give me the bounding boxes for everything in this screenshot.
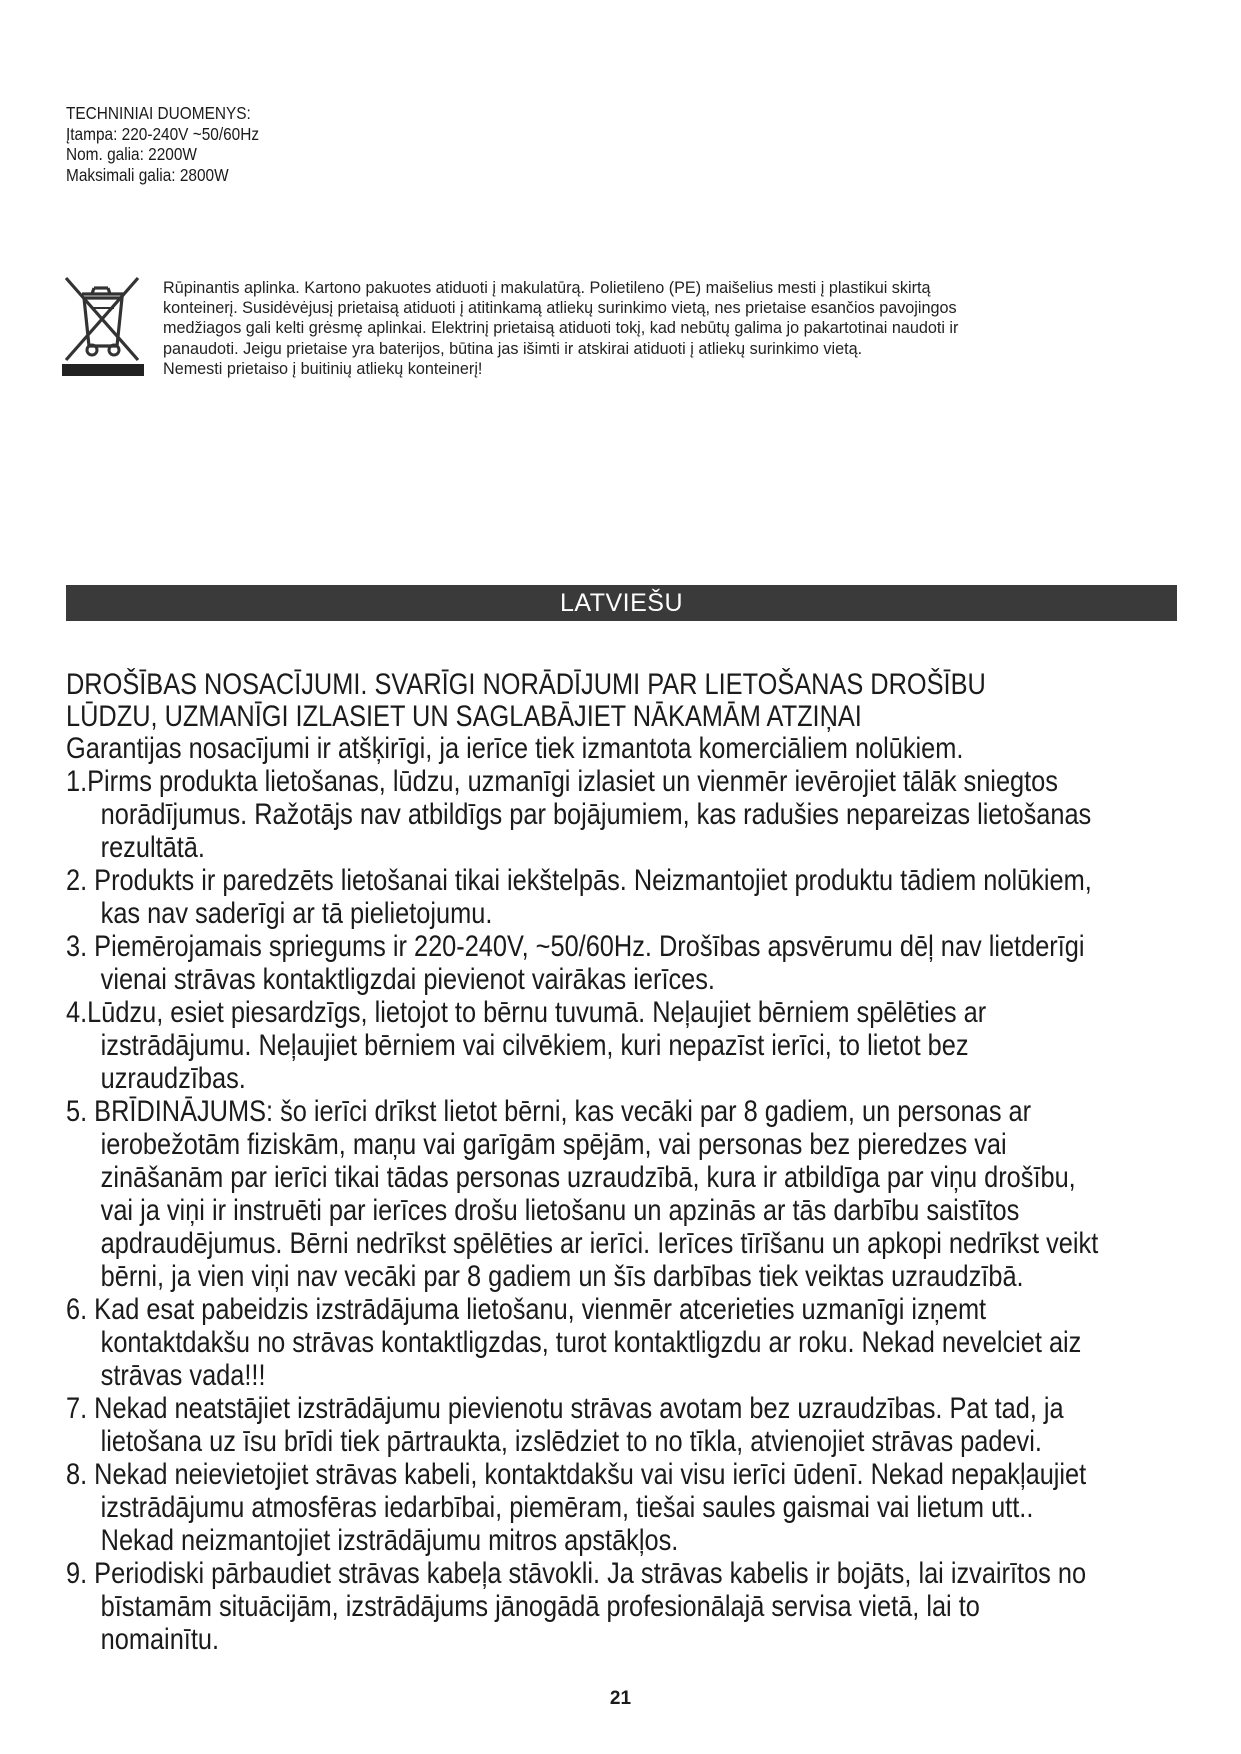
item-line: 4.Lūdzu, esiet piesardzīgs, lietojot to bērnu tuvumā. Neļaujiet bērniem spēlēties ar (66, 996, 987, 1029)
item-line: nomainītu. (100, 1623, 220, 1656)
environment-line: Rūpinantis aplinka. Kartono pakuotes atiduoti į makulatūrą. Polietileno (PE) maišelius mesti į plastikui skirtą (163, 279, 931, 297)
safety-item-4 (66, 996, 1216, 1095)
warranty-note: Garantijas nosacījumi ir atšķirīgi, ja ierīce tiek izmantota komerciāliem nolūkiem. (66, 732, 964, 765)
safety-instructions (66, 668, 1216, 1656)
safety-item-5 (66, 1095, 1216, 1293)
item-line: apdraudējumus. Bērni nedrīkst spēlēties ar ierīci. Ierīces tīrīšanu un apkopi nedrīkst veikt (100, 1227, 1099, 1260)
item-line: strāvas vada!!! (100, 1359, 266, 1392)
tech-specs-max-power: Maksimali galia: 2800W (66, 164, 229, 185)
item-line: zināšanām par ierīci tikai tādas personas uzraudzībā, kura ir atbildīga par viņu drošību, (100, 1161, 1076, 1194)
item-line: 2. Produkts ir paredzēts lietošanai tikai iekštelpās. Neizmantojiet produktu tādiem nolūkiem, (66, 864, 1092, 897)
weee-crossed-bin-icon (62, 276, 144, 376)
item-line: norādījumus. Ražotājs nav atbildīgs par bojājumiem, kas radušies nepareizas lietošanas (100, 798, 1092, 831)
language-label: LATVIEŠU (559, 588, 684, 617)
item-line: 1.Pirms produkta lietošanas, lūdzu, uzmanīgi izlasiet un vienmēr ievērojiet tālāk sniegtos (66, 765, 1058, 798)
safety-item-9 (66, 1557, 1216, 1656)
safety-item-3 (66, 930, 1216, 996)
tech-specs-voltage: Įtampa: 220-240V ~50/60Hz (66, 123, 260, 144)
item-line: izstrādājumu. Neļaujiet bērniem vai cilvēkiem, kuri nepazīst ierīci, to lietot bez (100, 1029, 969, 1062)
item-line: vienai strāvas kontaktligzdai pievienot vairākas ierīces. (100, 963, 715, 996)
item-line: uzraudzības. (100, 1062, 246, 1095)
item-line: bērni, ja vien viņi nav vecāki par 8 gadiem un šīs darbības tiek veiktas uzraudzībā. (100, 1260, 1024, 1293)
item-line: 6. Kad esat pabeidzis izstrādājuma lietošanu, vienmēr atcerieties uzmanīgi izņemt (66, 1293, 987, 1326)
item-line: 7. Nekad neatstājiet izstrādājumu pievienotu strāvas avotam bez uzraudzības. Pat tad, ja (66, 1392, 1064, 1425)
language-section-bar (66, 585, 1177, 621)
item-line: ierobežotām fiziskām, maņu vai garīgām spējām, vai personas bez pieredzes vai (100, 1128, 1007, 1161)
safety-item-6 (66, 1293, 1216, 1392)
item-line: Nekad neizmantojiet izstrādājumu mitros apstākļos. (100, 1524, 679, 1557)
technical-specs (66, 103, 259, 185)
environment-notice (163, 278, 1123, 379)
item-line: rezultātā. (100, 831, 205, 864)
item-line: 5. BRĪDINĀJUMS: šo ierīci drīkst lietot bērni, kas vecāki par 8 gadiem, un personas ar (66, 1095, 1032, 1128)
item-line: lietošana uz īsu brīdi tiek pārtraukta, izslēdziet to no tīkla, atvienojiet strāvas padevi. (100, 1425, 1042, 1458)
item-line: vai ja viņi ir instruēti par ierīces drošu lietošanu un apzinās ar tās darbību saistītos (100, 1194, 1020, 1227)
item-line: 9. Periodiski pārbaudiet strāvas kabeļa stāvokli. Ja strāvas kabelis ir bojāts, lai izvairītos no (66, 1557, 1087, 1590)
item-line: kontaktdakšu no strāvas kontaktligzdas, turot kontaktligzdu ar roku. Nekad nevelciet aiz (100, 1326, 1082, 1359)
safety-item-2 (66, 864, 1216, 930)
environment-line: Nemesti prietaiso į buitinių atliekų konteinerį! (163, 359, 483, 378)
environment-line: medžiagos gali kelti grėsmę aplinkai. Elektrinį prietaisą atiduoti tokį, kad nebūtų galima jo pakartotinai naudoti ir (163, 319, 959, 338)
safety-title: DROŠĪBAS NOSACĪJUMI. SVARĪGI NORĀDĪJUMI PAR LIETOŠANAS DROŠĪBU (66, 668, 986, 701)
safety-item-8 (66, 1458, 1216, 1557)
item-line: bīstamām situācijām, izstrādājums jānogādā profesionālajā servisa vietā, lai to (100, 1590, 980, 1623)
tech-specs-nominal-power: Nom. galia: 2200W (66, 144, 197, 164)
item-line: izstrādājumu atmosfēras iedarbībai, piemēram, tiešai saules gaismai vai lietum utt.. (100, 1491, 1034, 1524)
item-line: 8. Nekad neievietojiet strāvas kabeli, kontaktdakšu vai visu ierīci ūdenī. Nekad nepakļaujiet (66, 1458, 1087, 1491)
safety-subtitle: LŪDZU, UZMANĪGI IZLASIET UN SAGLABĀJIET NĀKAMĀM ATZIŅAI (66, 700, 862, 733)
environment-line: panaudoti. Jeigu prietaise yra baterijos, būtina jas išimti ir atskirai atiduoti į atliekų surinkimo vietą. (163, 339, 863, 358)
item-line: kas nav saderīgi ar tā pielietojumu. (100, 897, 493, 930)
environment-line: konteinerį. Susidėvėjusį prietaisą atiduoti į atitinkamą atliekų surinkimo vietą, nes prietaise esančios pavojingos (163, 299, 957, 318)
tech-specs-heading: TECHNINIAI DUOMENYS: (66, 103, 251, 123)
item-line: 3. Piemērojamais spriegums ir 220-240V, ~50/60Hz. Drošības apsvērumu dēļ nav lietderīgi (66, 930, 1085, 963)
safety-item-1 (66, 765, 1216, 864)
page-number: 21 (609, 1688, 632, 1709)
safety-item-7 (66, 1392, 1216, 1458)
